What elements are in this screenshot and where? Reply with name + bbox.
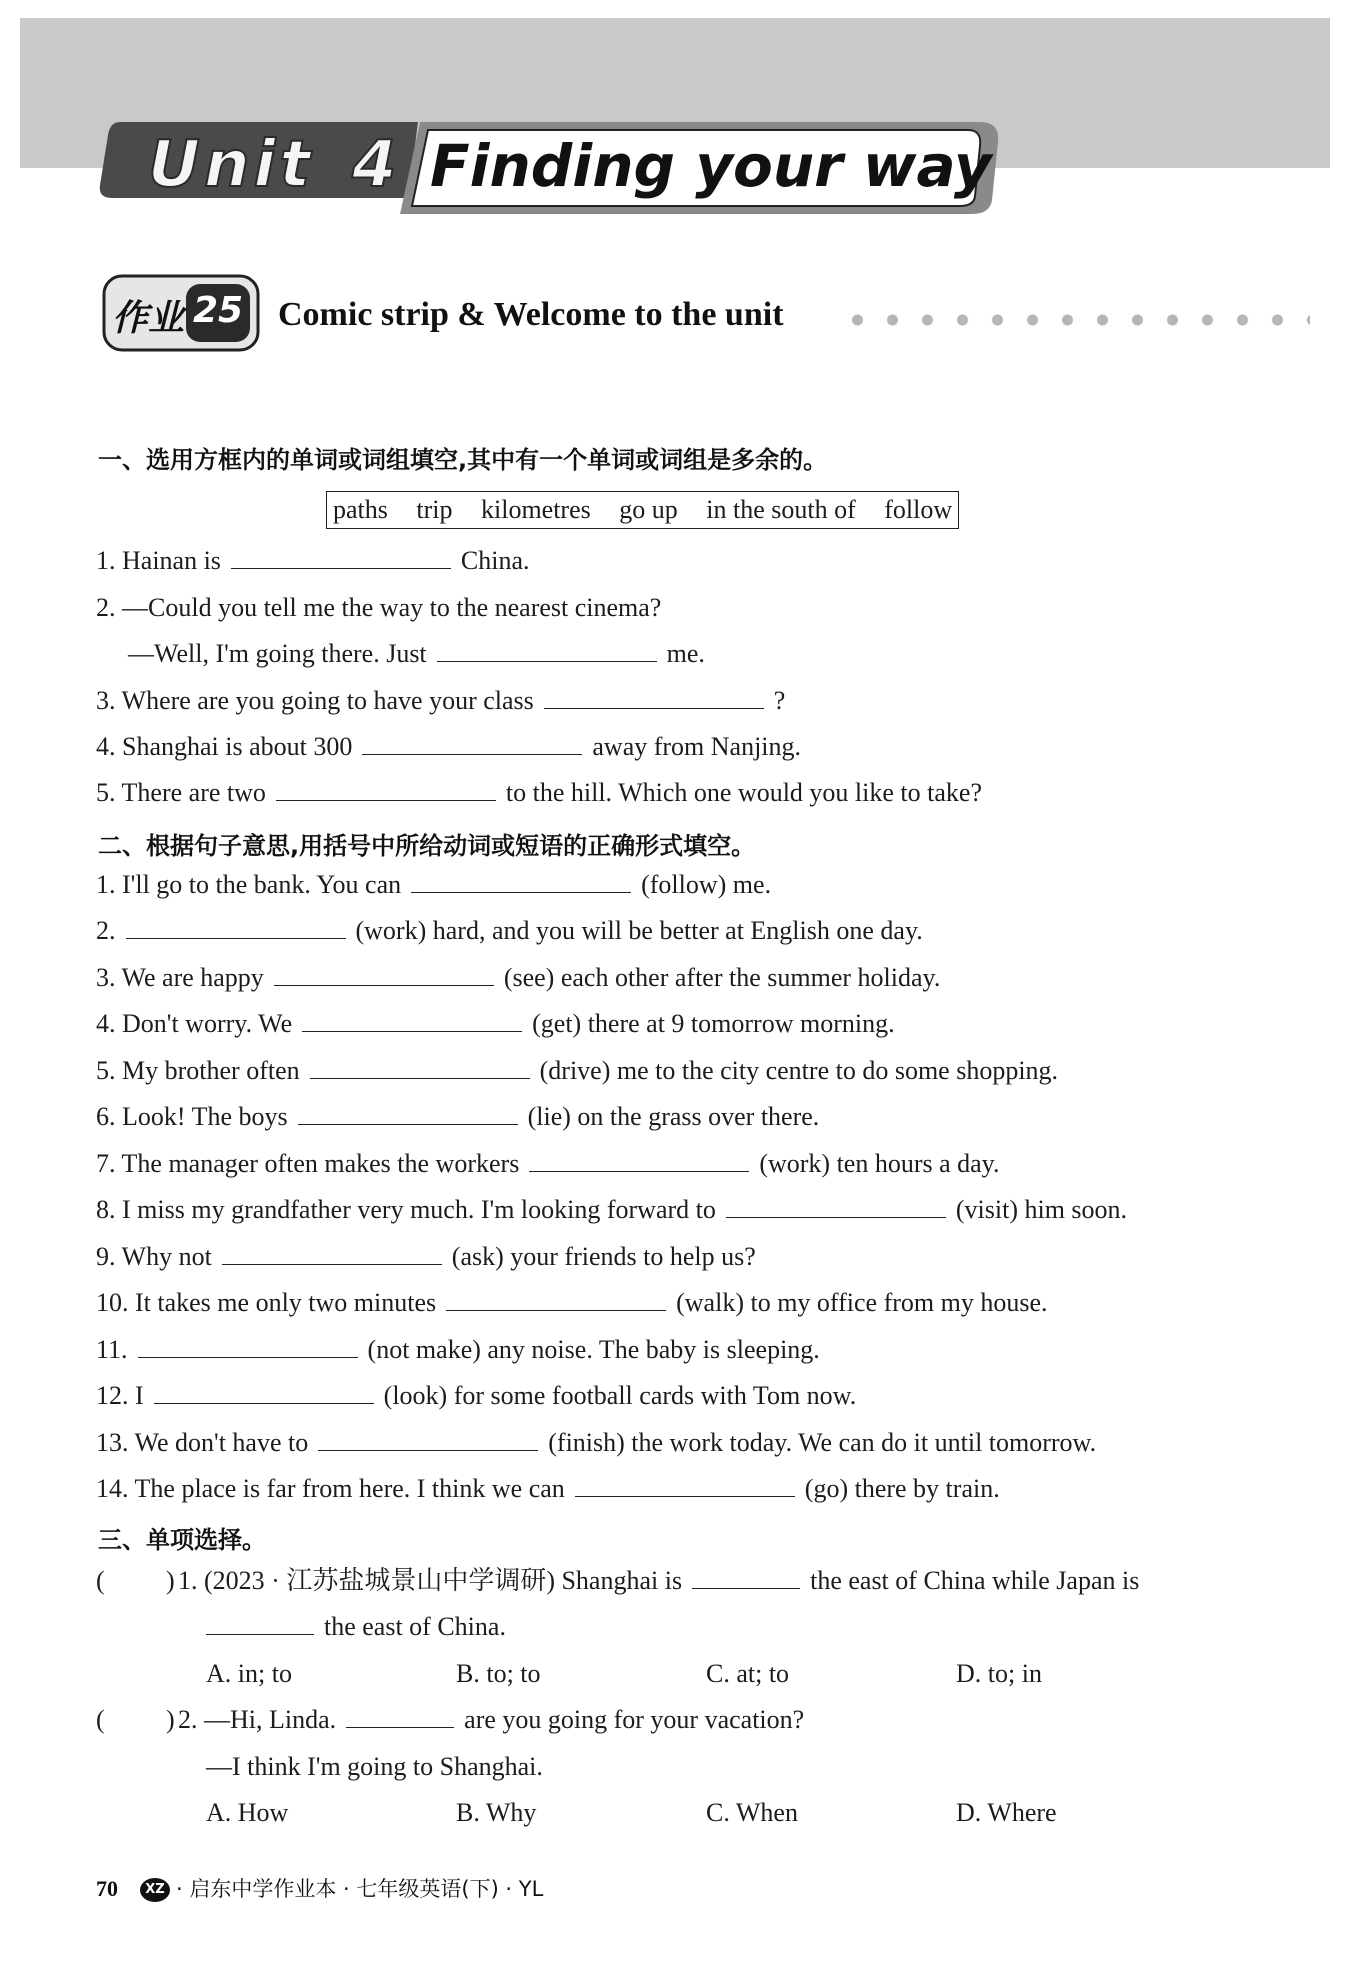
unit-title: Finding your way bbox=[430, 132, 992, 200]
answer-blank[interactable] bbox=[692, 1564, 800, 1589]
option-d[interactable]: D. Where bbox=[956, 1798, 1057, 1827]
word-box-item: follow bbox=[884, 495, 953, 524]
word-box-item: kilometres bbox=[481, 495, 591, 524]
mc-question-2-cont: —I think I'm going to Shanghai. bbox=[206, 1752, 543, 1781]
answer-paren-open: ( bbox=[96, 1705, 105, 1734]
answer-blank[interactable] bbox=[126, 914, 346, 939]
question-line: 2. (work) hard, and you will be better at English one day. bbox=[96, 916, 923, 945]
answer-blank[interactable] bbox=[346, 1703, 454, 1728]
homework-number: 25 bbox=[193, 290, 244, 331]
question-line: 13. We don't have to (finish) the work today. We can do it until tomorrow. bbox=[96, 1428, 1097, 1457]
question-line: 4. Don't worry. We (get) there at 9 tomorrow morning. bbox=[96, 1009, 895, 1038]
question-line: —Well, I'm going there. Just me. bbox=[128, 639, 705, 668]
question-line: 1. I'll go to the bank. You can (follow) me. bbox=[96, 870, 772, 899]
answer-blank[interactable] bbox=[575, 1472, 795, 1497]
unit-banner bbox=[0, 0, 1350, 240]
mc-question-2: 2. —Hi, Linda. are you going for your vacation? bbox=[178, 1705, 805, 1734]
option-d[interactable]: D. to; in bbox=[956, 1659, 1042, 1688]
option-a[interactable]: A. in; to bbox=[206, 1659, 292, 1688]
answer-blank[interactable] bbox=[318, 1426, 538, 1451]
answer-blank[interactable] bbox=[544, 684, 764, 709]
question-line: 1. Hainan is China. bbox=[96, 546, 530, 575]
answer-paren-open: ( bbox=[96, 1566, 105, 1595]
question-line: 5. There are two to the hill. Which one would you like to take? bbox=[96, 778, 982, 807]
answer-blank[interactable] bbox=[274, 961, 494, 986]
answer-blank[interactable] bbox=[411, 868, 631, 893]
mc-question-1-cont: the east of China. bbox=[206, 1610, 506, 1644]
question-line: 3. Where are you going to have your class ? bbox=[96, 686, 786, 715]
question-line: 9. Why not (ask) your friends to help us? bbox=[96, 1242, 756, 1271]
word-box-item: trip bbox=[416, 495, 453, 524]
section3-heading: 三、单项选择。 bbox=[98, 1526, 266, 1554]
mc-question-1: 1. (2023 · 江苏盐城景山中学调研) Shanghai is the east of China while Japan is bbox=[178, 1566, 1140, 1595]
answer-blank[interactable] bbox=[302, 1007, 522, 1032]
answer-paren-close: ) bbox=[166, 1566, 175, 1595]
word-box-item: paths bbox=[333, 495, 388, 524]
section2-heading: 二、根据句子意思,用括号中所给动词或短语的正确形式填空。 bbox=[98, 832, 756, 860]
answer-paren-close: ) bbox=[166, 1705, 175, 1734]
decorative-dots bbox=[840, 312, 1310, 328]
answer-blank[interactable] bbox=[138, 1333, 358, 1358]
option-b[interactable]: B. to; to bbox=[456, 1659, 541, 1688]
question-line: 14. The place is far from here. I think we can (go) there by train. bbox=[96, 1474, 1000, 1503]
answer-blank[interactable] bbox=[276, 776, 496, 801]
homework-prefix: 作业 bbox=[112, 298, 185, 339]
answer-blank[interactable] bbox=[726, 1193, 946, 1218]
lesson-title: Comic strip & Welcome to the unit bbox=[278, 296, 784, 333]
question-line: 7. The manager often makes the workers (work) ten hours a day. bbox=[96, 1149, 1000, 1178]
answer-blank[interactable] bbox=[437, 637, 657, 662]
answer-blank[interactable] bbox=[222, 1240, 442, 1265]
word-box-item: go up bbox=[619, 495, 678, 524]
answer-blank[interactable] bbox=[529, 1147, 749, 1172]
question-line: 5. My brother often (drive) me to the city centre to do some shopping. bbox=[96, 1056, 1059, 1085]
option-c[interactable]: C. When bbox=[706, 1798, 798, 1827]
answer-blank[interactable] bbox=[298, 1100, 518, 1125]
question-line: 12. I (look) for some football cards with Tom now. bbox=[96, 1381, 857, 1410]
question-line: 10. It takes me only two minutes (walk) to my office from my house. bbox=[96, 1288, 1048, 1317]
question-line: 2. —Could you tell me the way to the nearest cinema? bbox=[96, 593, 662, 622]
unit-number: 4 bbox=[352, 128, 397, 202]
answer-blank[interactable] bbox=[446, 1286, 666, 1311]
option-c[interactable]: C. at; to bbox=[706, 1659, 790, 1688]
question-line: 11. (not make) any noise. The baby is sleeping. bbox=[96, 1335, 820, 1364]
option-b[interactable]: B. Why bbox=[456, 1798, 537, 1827]
page-footer bbox=[96, 1873, 543, 1903]
publisher-logo: XZ bbox=[140, 1878, 170, 1902]
answer-blank[interactable] bbox=[154, 1379, 374, 1404]
question-line: 8. I miss my grandfather very much. I'm looking forward to (visit) him soon. bbox=[96, 1195, 1128, 1224]
answer-blank[interactable] bbox=[206, 1610, 314, 1635]
answer-blank[interactable] bbox=[362, 730, 582, 755]
question-line: 3. We are happy (see) each other after the summer holiday. bbox=[96, 963, 941, 992]
option-a[interactable]: A. How bbox=[206, 1798, 289, 1827]
page-number: 70 bbox=[96, 1876, 118, 1901]
footer-text: · 启东中学作业本 · 七年级英语(下) · YL bbox=[176, 1877, 544, 1901]
word-box-item: in the south of bbox=[706, 495, 856, 524]
answer-blank[interactable] bbox=[310, 1054, 530, 1079]
question-line: 4. Shanghai is about 300 away from Nanjing. bbox=[96, 732, 802, 761]
question-line: 6. Look! The boys (lie) on the grass over there. bbox=[96, 1102, 820, 1131]
word-box bbox=[326, 491, 959, 529]
answer-blank[interactable] bbox=[231, 544, 451, 569]
unit-label: Unit bbox=[148, 128, 315, 202]
section1-heading: 一、选用方框内的单词或词组填空,其中有一个单词或词组是多余的。 bbox=[98, 446, 828, 474]
